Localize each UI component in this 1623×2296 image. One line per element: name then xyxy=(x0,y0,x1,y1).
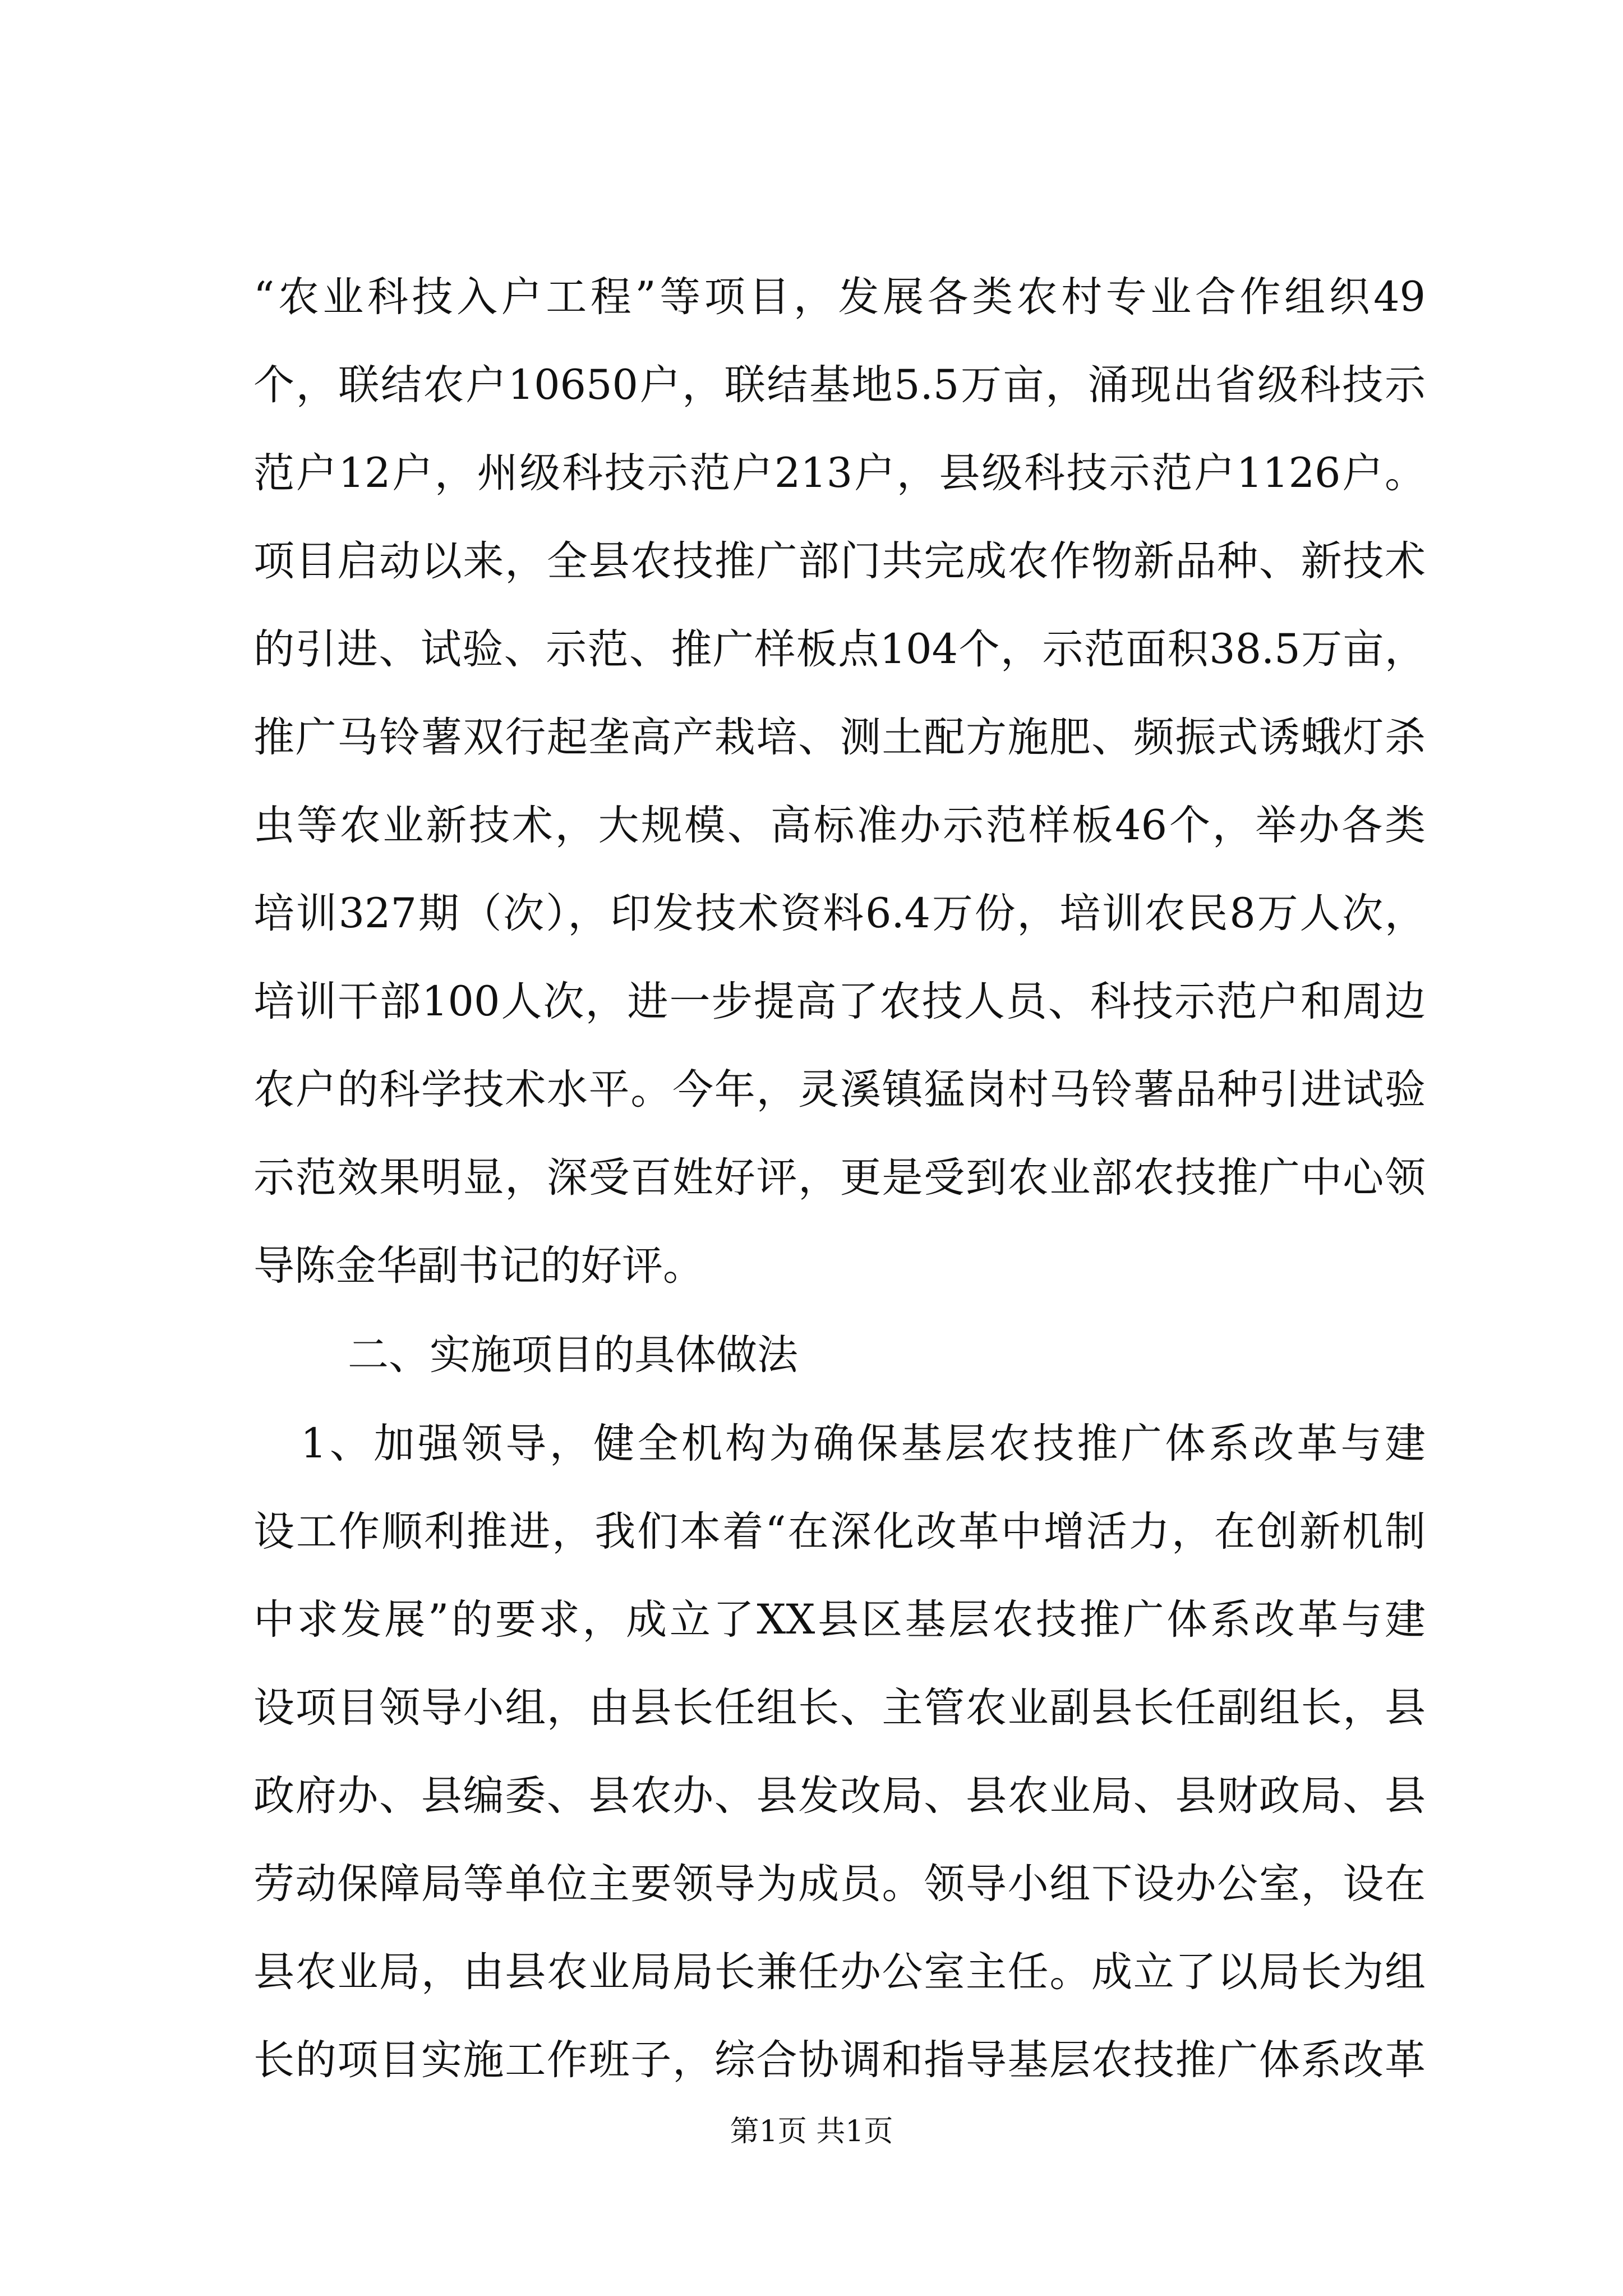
paragraph-line: 设工作顺利推进，我们本着“在深化改革中增活力，在创新机制 xyxy=(253,1508,1426,1556)
paragraph-line: 培训327期（次），印发技术资料6.4万份，培训农民8万人次， xyxy=(253,890,1426,937)
paragraph-line: 示范效果明显，深受百姓好评，更是受到农业部农技推广中心领 xyxy=(253,1154,1426,1202)
paragraph-line: 政府办、县编委、县农办、县发改局、县农业局、县财政局、县 xyxy=(253,1772,1426,1820)
paragraph-line: 推广马铃薯双行起垄高产栽培、测土配方施肥、频振式诱蛾灯杀 xyxy=(253,714,1426,761)
paragraph-line: 范户12户，州级科技示范户213户，县级科技示范户1126户。 xyxy=(253,449,1426,497)
paragraph-line: 农户的科学技术水平。今年，灵溪镇猛岗村马铃薯品种引进试验 xyxy=(253,1066,1426,1114)
paragraph-line: “农业科技入户工程”等项目，发展各类农村专业合作组织49 xyxy=(253,273,1426,321)
paragraph-line: 劳动保障局等单位主要领导为成员。领导小组下设办公室，设在 xyxy=(253,1860,1426,1908)
paragraph-line: 中求发展”的要求，成立了XX县区基层农技推广体系改革与建 xyxy=(253,1596,1426,1644)
paragraph-line: 培训干部100人次，进一步提高了农技人员、科技示范户和周边 xyxy=(253,978,1426,1025)
paragraph-line: 县农业局，由县农业局局长兼任办公室主任。成立了以局长为组 xyxy=(253,1948,1426,1996)
paragraph-line: 虫等农业新技术，大规模、高标准办示范样板46个，举办各类 xyxy=(253,802,1426,849)
paragraph-line: 个，联结农户10650户，联结基地5.5万亩，涌现出省级科技示 xyxy=(253,361,1426,409)
paragraph-line: 项目启动以来，全县农技推广部门共完成农作物新品种、新技术 xyxy=(253,537,1426,585)
paragraph-line: 长的项目实施工作班子，综合协调和指导基层农技推广体系改革 xyxy=(253,2036,1426,2084)
paragraph-line: 设项目领导小组，由县长任组长、主管农业副县长任副组长，县 xyxy=(253,1684,1426,1732)
paragraph-line: 1、加强领导，健全机构为确保基层农技推广体系改革与建 xyxy=(301,1420,1426,1467)
page-footer: 第1页 共1页 xyxy=(730,2115,893,2148)
paragraph-line: 的引进、试验、示范、推广样板点104个，示范面积38.5万亩， xyxy=(253,625,1426,673)
section-heading: 二、实施项目的具体做法 xyxy=(348,1331,798,1379)
paragraph-line: 导陈金华副书记的好评。 xyxy=(253,1242,704,1290)
